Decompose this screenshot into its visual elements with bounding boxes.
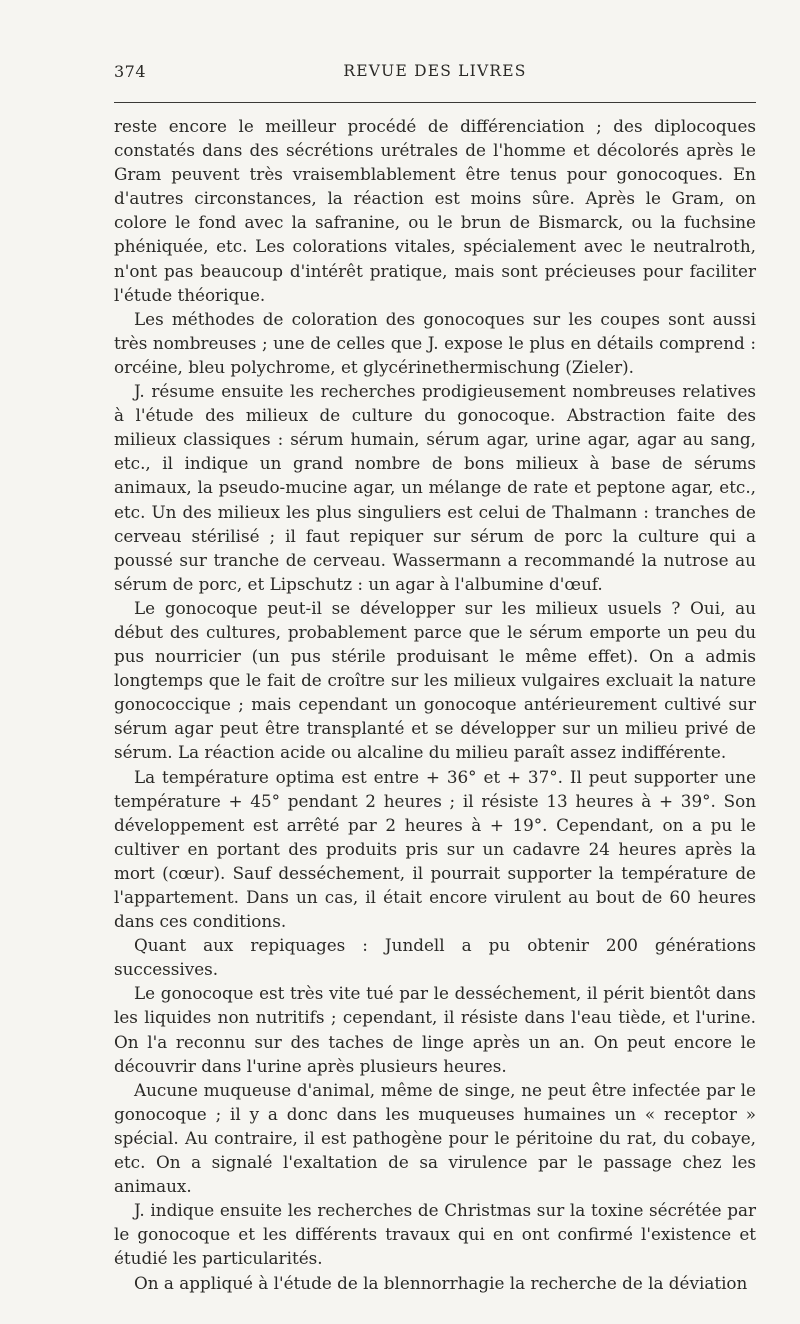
page-header <box>114 60 756 86</box>
page-number: 374 <box>114 62 147 81</box>
running-title: REVUE DES LIVRES <box>343 62 527 80</box>
paragraph: Les méthodes de coloration des gonocoques sur les coupes sont aussi très nombreuses ; une de celles que J. expose le plus en détails comprend : orcéine, bleu polychrome, et glycérinethermischung (Zieler). <box>114 308 756 377</box>
body-text <box>114 114 756 1295</box>
paragraph: reste encore le meilleur procédé de différenciation ; des diplocoques constatés dans des sécrétions urétrales de l'homme et décolorés après le Gram peuvent très vraisemblablement être tenus pour gonocoques. En d'autres circonstances, la réaction est moins sûre. Après le Gram, on colore le fond avec la safranine, ou le brun de Bismarck, ou la fuchsine phéniquée, etc. Les colorations vitales, spécialement avec le neutralroth, n'ont pas beaucoup d'intérêt pratique, mais sont précieuses pour faciliter l'étude théorique. <box>114 116 756 305</box>
paragraph: J. résume ensuite les recherches prodigieusement nombreuses relatives à l'étude des milieux de culture du gonocoque. Abstraction faite des milieux classiques : sérum humain, sérum agar, urine agar, agar au sang, etc., il indique un grand nombre de bons milieux à base de sérums animaux, la pseudo-mucine agar, un mélange de rate et peptone agar, etc., etc. Un des milieux les plus singuliers est celui de Thalmann : tranches de cerveau stérilisé ; il faut repiquer sur sérum de porc la culture qui a poussé sur tranche de cerveau. Wassermann a recommandé la nutrose au sérum de porc, et Lipschutz : un agar à l'albumine d'œuf. <box>114 381 756 594</box>
paragraph: La température optima est entre + 36° et + 37°. Il peut supporter une température + 45° pendant 2 heures ; il résiste 13 heures à + 39°. Son développement est arrêté par 2 heures à + 19°. Cependant, on a pu le cultiver en portant des produits pris sur un cadavre 24 heures après la mort (cœur). Sauf desséchement, il pourrait supporter la température de l'appartement. Dans un cas, il était encore virulent au bout de 60 heures dans ces conditions. <box>114 766 756 932</box>
paragraph: Quant aux repiquages : Jundell a pu obtenir 200 générations successives. <box>114 935 756 980</box>
paragraph: J. indique ensuite les recherches de Christmas sur la toxine sécrétée par le gonocoque et les différents travaux qui en ont confirmé l'existence et étudié les particularités. <box>114 1200 756 1269</box>
paragraph: Le gonocoque est très vite tué par le desséchement, il périt bientôt dans les liquides non nutritifs ; cependant, il résiste dans l'eau tiède, et l'urine. On l'a reconnu sur des taches de linge après un an. On peut encore le découvrir dans l'urine après plusieurs heures. <box>114 983 756 1076</box>
paragraph: Le gonocoque peut-il se développer sur les milieux usuels ? Oui, au début des cultures, probablement parce que le sérum emporte un peu du pus nourricier (un pus stérile produisant le même effet). On a admis longtemps que le fait de croître sur les milieux vulgaires excluait la nature gonococcique ; mais cependant un gonocoque antérieurement cultivé sur sérum agar peut être transplanté et se développer sur un milieu privé de sérum. La réaction acide ou alcaline du milieu paraît assez indifférente. <box>114 597 756 763</box>
paragraph: Aucune muqueuse d'animal, même de singe, ne peut être infectée par le gonocoque ; il y a donc dans les muqueuses humaines un « receptor » spécial. Au contraire, il est pathogène pour le péritoine du rat, du cobaye, etc. On a signalé l'exaltation de sa virulence par le passage chez les animaux. <box>114 1079 756 1197</box>
paragraph: On a appliqué à l'étude de la blennorrhagie la recherche de la déviation <box>134 1272 748 1293</box>
header-rule <box>114 102 756 103</box>
